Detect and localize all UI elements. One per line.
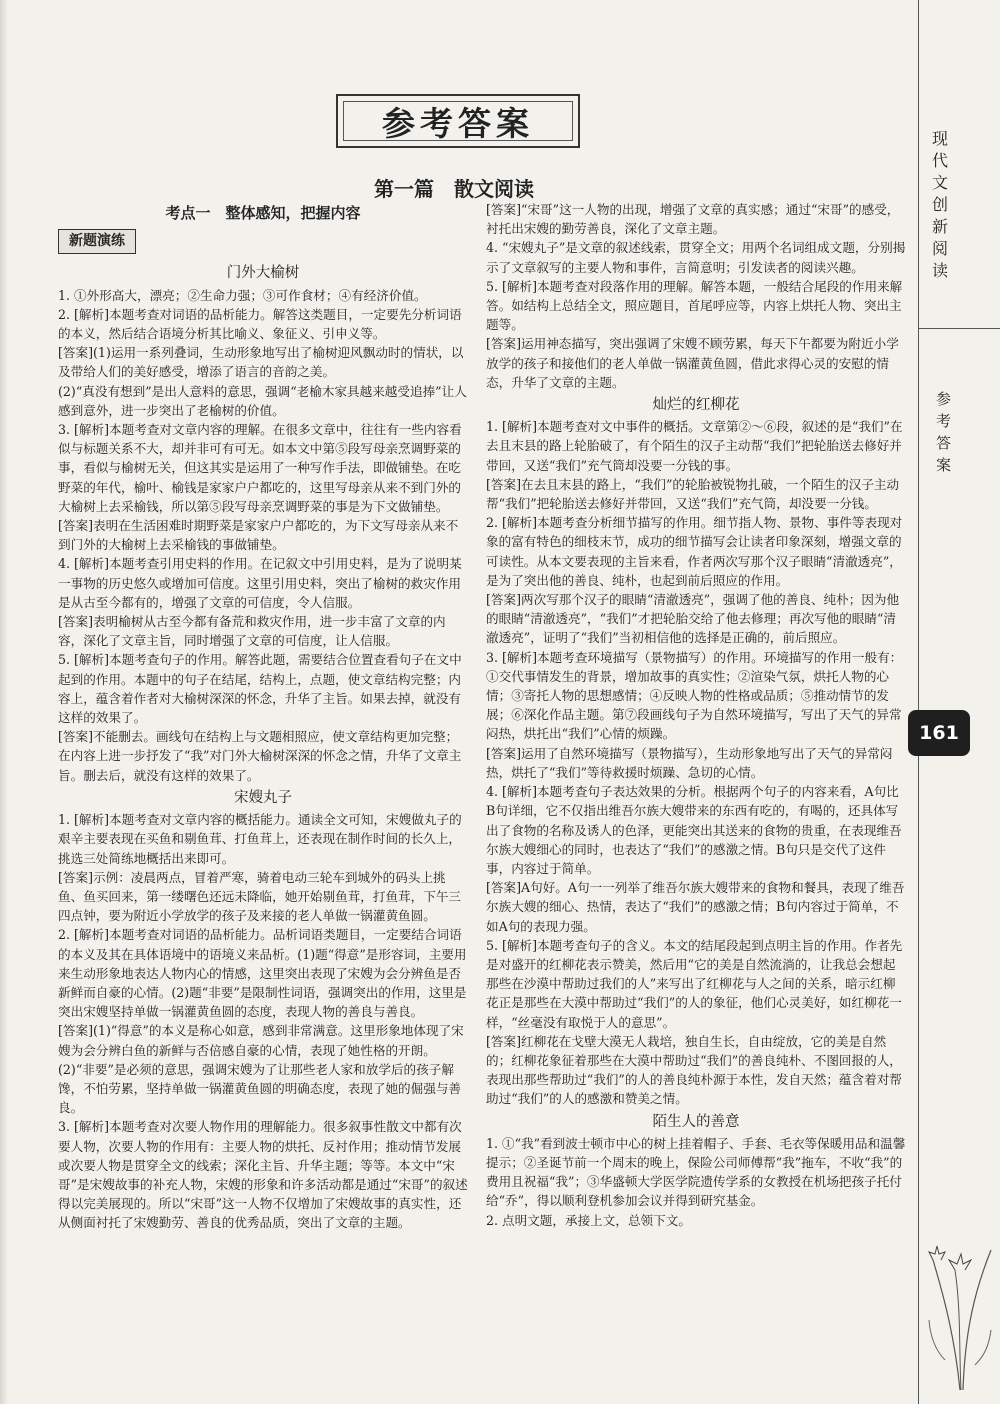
answer-paragraph: [答案]红柳花在戈壁大漠无人栽培，独自生长，自由绽放，它的美是自然的；红柳花象征着那些在大漠中帮助过“我们”的善良纯朴、不图回报的人，表现出那些帮助过“我们”的人的善良纯朴源于本性，发自天然；蕴含着对帮助过“我们”的人的感激和赞美之情。 [486, 1033, 902, 1107]
answer-paragraph: 1. ①外形高大，漂亮；②生命力强；③可作食材；④有经济价值。 [58, 287, 427, 303]
answer-paragraph: 5. [解析]本题考查对段落作用的理解。解答本题，一般结合尾段的作用来解答。如结构上总结全文，照应题目，首尾呼应等，内容上烘托人物、突出主题等。 [486, 278, 903, 333]
answer-paragraph: (2)“真没有想到”是出人意料的意思，强调“老榆木家具越来越受追捧”让人感到意外，进一步突出了老榆树的价值。 [58, 383, 467, 418]
orchid-illustration [925, 1160, 995, 1390]
article-title: 门外大榆树 [226, 265, 300, 282]
answer-paragraph: 4. [解析]本题考查句子表达效果的分析。根据两个句子的内容来看，A句比B句详细，它不仅指出维吾尔族大嫂带来的东西有吃的，有喝的，还具体写出了食物的名称及诱人的色泽，更能突出其送来的食物的贵重，在表现维吾尔族大嫂细心的同时，也表达了“我们”的感激之情。B句只是交代了这件事，内容过于简单。 [486, 784, 902, 876]
article-title: 宋嫂丸子 [234, 789, 292, 806]
answer-paragraph: 2. [解析]本题考查对词语的品析能力。品析词语类题目，一定要结合词语的本义及其在具体语境中的语境义来品析。(1)题“得意”是形容词，主要用来生动形象地表达人物内心的情感，这里突出表现了宋嫂为会分辨鱼是否新鲜而自豪的心情。(2)题“非要”是限制性词语，强调突出的作用，这里是突出宋嫂坚持单做一锅灌黄鱼圆的态度，表现人物的善良与善良。 [58, 927, 467, 1020]
answer-paragraph: 1. [解析]本题考查对文章内容的概括能力。通读全文可知，宋嫂做丸子的艰辛主要表现在买鱼和剔鱼茸、打鱼茸上，还表现在制作时间的长久上，挑选三处简练地概括出来即可。 [58, 812, 462, 866]
answer-paragraph: [答案]A句好。A句一一列举了维吾尔族大嫂带来的食物和餐具，表现了维吾尔族大嫂的细心、热情，表达了“我们”的感激之情；B句内容过于简单，不如A句的表现力强。 [486, 880, 905, 934]
part-heading: 第一篇 散文阅读 [374, 177, 534, 201]
answer-paragraph: [答案]运用神态描写，突出强调了宋嫂不顾劳累，每天下午都要为附近小学放学的孩子和接他们的老人单做一锅灌黄鱼圆，借此求得心灵的安慰的情态，升华了文章的主题。 [486, 336, 899, 390]
left-column [58, 200, 468, 1233]
answer-paragraph: 4. “宋嫂丸子”是文章的叙述线索，贯穿全文；用两个名词组成文题，分别揭示了文章叙写的主要人物和事件，言简意明；引发读者的阅读兴趣。 [486, 240, 906, 275]
answer-paragraph: 3. [解析]本题考查对文章内容的理解。在很多文章中，往往有一些内容看似与标题关系不大，却并非可有可无。如本文中第⑤段写母亲烹调野菜的事，看似与榆树无关，但这其实是运用了一种写作手法，即做铺垫。在吃野菜的年代，榆叶、榆钱是家家户户都吃的，这里写母亲从来不到门外的大榆树上去采榆钱，所以第⑤段写母亲烹调野菜的事是为下文做铺垫。 [58, 422, 462, 514]
answer-paragraph: 2. 点明文题，承接上文，总领下文。 [486, 1212, 691, 1228]
answer-paragraph: 5. [解析]本题考查句子的含义。本文的结尾段起到点明主旨的作用。作者先是对盛开的红柳花表示赞美，然后用“它的美是自然流淌的，让我总会想起那些在沙漠中帮助过我们的人”来写出了红柳花与人之间的关系，暗示红柳花正是那些在大漠中帮助过“我们”的人的象征，他们心灵美好，如红柳花一样，“丝毫没有取悦于人的意思”。 [486, 937, 903, 1030]
article-title: 陌生人的善意 [652, 1113, 740, 1130]
article-title: 灿烂的红柳花 [652, 397, 740, 414]
section-badge-wrap [58, 229, 468, 260]
margin-rule [918, 328, 1000, 329]
answer-paragraph: 4. [解析]本题考查引用史料的作用。在记叙文中引用史料，是为了说明某一事物的历史悠久或增加可信度。这里引用史料，突出了榆树的救灾作用是从古至今都有的，增强了文章的可信度，令人信服。 [58, 556, 462, 610]
answer-paragraph: 3. [解析]本题考查对次要人物作用的理解能力。很多叙事性散文中都有次要人物，次要人物的作用有：主要人物的烘托、反衬作用；推动情节发展或次要人物是贯穿全文的线索；深化主旨、升华主题；等等。本文中“宋哥”是宋嫂故事的补充人物，宋嫂的形象和许多活动都是通过“宋哥”的叙述得以完美展现的。所以“宋哥”这一人物不仅增加了宋嫂故事的真实性，还从侧面衬托了宋嫂勤劳、善良的优秀品质，突出了文章的主题。 [58, 1119, 468, 1231]
section-label-vertical: 参考答案 [936, 390, 952, 474]
answer-paragraph: (2)“非要”是必须的意思，强调宋嫂为了让那些老人家和放学后的孩子解馋，不怕劳累，坚持单做一锅灌黄鱼圆的明确态度，表现了她的倔强与善良。 [58, 1061, 461, 1116]
right-column [486, 200, 906, 1230]
answer-paragraph: 1. [解析]本题考查对文中事件的概括。文章第②～⑥段，叙述的是“我们”在去且末县的路上轮胎破了，有个陌生的汉子主动帮“我们”把轮胎送去修好并带回，又送“我们”充气筒却没要一分钱的事。 [486, 419, 903, 473]
answer-paragraph: [答案](1)“得意”的本义是称心如意，感到非常满意。这里形象地体现了宋嫂为会分辨白鱼的新鲜与否倍感自豪的心情，表现了她性格的开朗。 [58, 1023, 464, 1058]
answer-paragraph: [答案]在去且末县的路上，“我们”的轮胎被锐物扎破，一个陌生的汉子主动帮“我们”把轮胎送去修好并带回，又送“我们”充气筒，却没要一分钱。 [486, 476, 900, 512]
answer-paragraph: [答案]运用了自然环境描写（景物描写），生动形象地写出了天气的异常闷热，烘托了“我们”等待救援时烦躁、急切的心情。 [486, 745, 893, 780]
book-title-vertical: 现代文创新阅读 [932, 129, 949, 280]
page-title: 参考答案 [382, 103, 534, 143]
answer-paragraph: 5. [解析]本题考查句子的作用。解答此题，需要结合位置查看句子在文中起到的作用。本题中的句子在结尾，结构上，点题，使文章结构完整；内容上，蕴含着作者对大榆树深深的怀念，升华了主旨。如果去掉，就没有这样的效果了。 [58, 652, 462, 726]
margin-divider [918, 0, 919, 1404]
answer-paragraph: [答案]“宋哥”这一人物的出现，增强了文章的真实感；通过“宋哥”的感受，衬托出宋嫂的勤劳善良，深化了文章主题。 [486, 202, 900, 237]
page-edge-shadow [0, 0, 8, 1404]
answer-paragraph: [答案]示例：凌晨两点，冒着严寒，骑着电动三轮车到城外的码头上挑鱼、鱼买回来，第一缕曙色还远未降临，她开始剔鱼茸，打鱼茸，下午三四点钟，要为附近小学放学的孩子及来接的老人单做一锅灌黄鱼圆。 [58, 869, 461, 924]
answer-paragraph: [答案]两次写那个汉子的眼睛“清澈透亮”，强调了他的善良、纯朴；因为他的眼睛“清澈透亮”，“我们”才把轮胎交给了他去修理；再次写他的眼睛“清澈透亮”，证明了“我们”当初相信他的选择是正确的，前后照应。 [486, 592, 900, 646]
page-title-box [336, 94, 580, 148]
answer-paragraph: 2. [解析]本题考查对词语的品析能力。解答这类题目，一定要先分析词语的本义，然后结合语境分析其比喻义、象征义、引申义等。 [58, 306, 462, 342]
answer-paragraph: [答案]表明榆树从古至今都有备荒和救灾作用，进一步丰富了文章的内容，深化了文章主旨，同时增强了文章的可信度，让人信服。 [58, 614, 446, 649]
answer-paragraph: 1. ①“我”看到波士顿市中心的树上挂着帽子、手套、毛衣等保暖用品和温馨提示；②圣诞节前一个周末的晚上，保险公司师傅帮“我”拖车，不收“我”的费用且祝福“我”；③华盛顿大学医学院遗传学系的女教授在机场把孩子托付给“乔”，得以顺利登机参加会议并得到研究基金。 [486, 1135, 906, 1209]
answer-paragraph: [答案]不能删去。画线句在结构上与文题相照应，使文章结构更加完整；在内容上进一步抒发了“我”对门外大榆树深深的怀念之情，升华了文章主旨。删去后，就没有这样的效果了。 [58, 729, 462, 783]
answer-paragraph: 2. [解析]本题考查分析细节描写的作用。细节指人物、景物、事件等表现对象的富有特色的细枝末节，成功的细节描写会让读者印象深刻，增强文章的可读性。从本文要表现的主旨来看，作者两次写那个汉子眼睛“清澈透亮”，是为了突出他的善良、纯朴，也起到前后照应的作用。 [486, 515, 903, 588]
page-number-badge: 161 [908, 710, 970, 756]
answer-paragraph: [答案]表明在生活困难时期野菜是家家户户都吃的，为下文写母亲从来不到门外的大榆树上去采榆钱的事做铺垫。 [58, 518, 459, 553]
answer-paragraph: 3. [解析]本题考查环境描写（景物描写）的作用。环境描写的作用一般有：①交代事情发生的背景，增加故事的真实性；②渲染气氛，烘托人物的心情；③寄托人物的思想感情；④反映人物的性格或品质；⑤推动情节的发展；⑥深化作品主题。第⑦段画线句子为自然环境描写，写出了天气的异常闷热，烘托出“我们”心情的烦躁。 [486, 649, 903, 742]
kaodian-heading: 考点一 整体感知，把握内容 [165, 204, 361, 222]
section-badge: 新题演练 [58, 229, 136, 254]
answer-paragraph: [答案](1)运用一系列叠词，生动形象地写出了榆树迎风飘动时的情状，以及带给人们的美好感受，增添了语言的音韵之美。 [58, 345, 464, 380]
